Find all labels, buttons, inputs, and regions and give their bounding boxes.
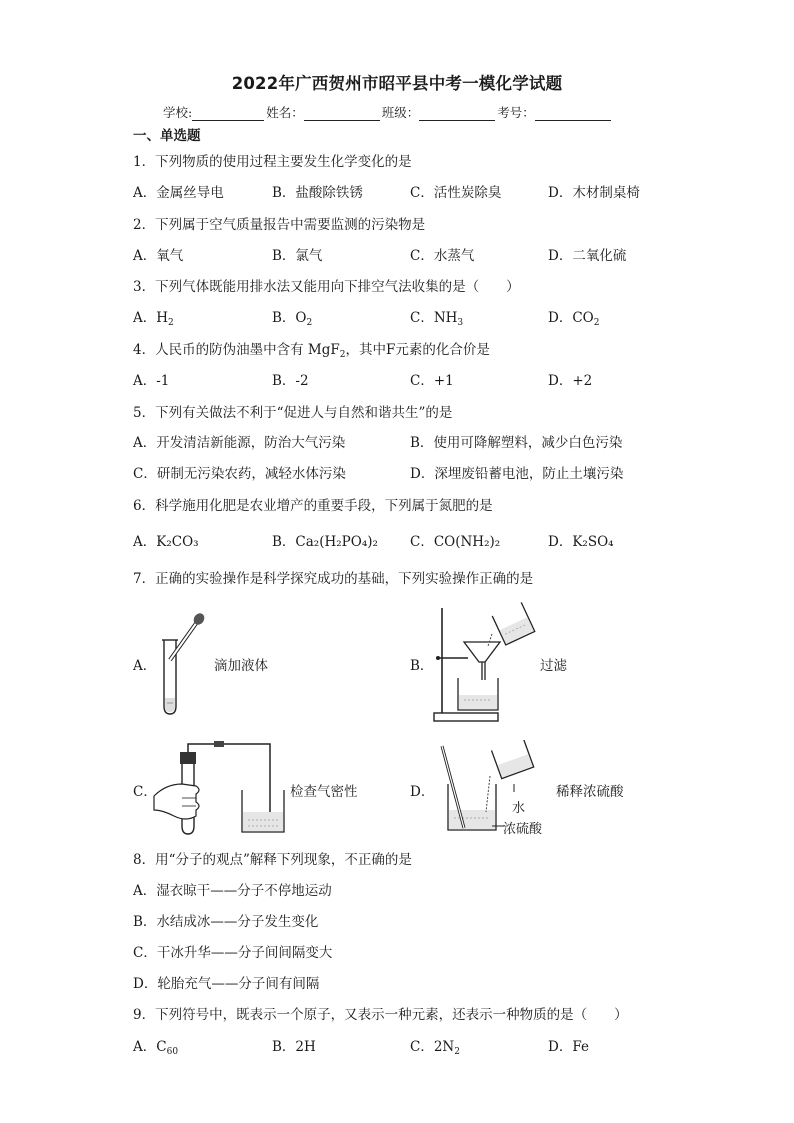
q8-option-d[interactable]: D．轮胎充气——分子间有间隔 xyxy=(133,976,320,992)
q4-option-d[interactable]: D．+2 xyxy=(548,373,593,389)
q8-option-c[interactable]: C．干冰升华——分子间间隔变大 xyxy=(133,945,333,961)
q5-option-b[interactable]: B．使用可降解塑料，减少白色污染 xyxy=(410,435,623,451)
dropper-test-tube-figure xyxy=(150,610,210,720)
q8-option-b[interactable]: B．水结成冰——分子发生变化 xyxy=(133,914,319,930)
q1-option-b[interactable]: B．盐酸除铁锈 xyxy=(272,185,363,201)
question-6-stem: 6．科学施用化肥是农业增产的重要手段，下列属于氮肥的是 xyxy=(133,498,493,514)
page-title: 2022年广西贺州市昭平县中考一模化学试题 xyxy=(231,74,563,93)
q4-option-c[interactable]: C．+1 xyxy=(410,373,454,389)
q5-option-d[interactable]: D．深埋废铅蓄电池，防止土壤污染 xyxy=(410,466,624,482)
q7-d-acid-label: 浓硫酸 xyxy=(503,822,543,837)
q9-option-c[interactable]: C．$2N_2$ xyxy=(410,1039,460,1057)
q7-option-b-letter[interactable]: B． xyxy=(410,658,434,674)
school-blank[interactable] xyxy=(192,108,264,121)
q2-option-c[interactable]: C．水蒸气 xyxy=(410,248,475,264)
q1-option-d[interactable]: D．木材制桌椅 xyxy=(548,185,640,201)
question-9-stem: 9．下列符号中，既表示一个原子，又表示一种元素，还表示一种物质的是（ ） xyxy=(133,1007,628,1023)
section-heading: 一、单选题 xyxy=(133,128,201,144)
q4-option-a[interactable]: A．-1 xyxy=(133,373,170,389)
q4-option-b[interactable]: B．-2 xyxy=(272,373,309,389)
q1-option-a[interactable]: A．金属丝导电 xyxy=(133,185,224,201)
question-3-stem: 3．下列气体既能用排水法又能用向下排空气法收集的是（ ） xyxy=(133,279,520,295)
q2-option-b[interactable]: B．氯气 xyxy=(272,248,323,264)
q9-option-a[interactable]: A．$C_{60}$ xyxy=(133,1039,179,1057)
question-7-stem: 7．正确的实验操作是科学探究成功的基础，下列实验操作正确的是 xyxy=(133,571,534,587)
q7-option-d-letter[interactable]: D． xyxy=(410,784,435,800)
q3-option-d[interactable]: D．$CO_2$ xyxy=(548,310,600,328)
q6-option-b[interactable]: B．Ca₂(H₂PO₄)₂ xyxy=(272,534,378,550)
q6-option-c[interactable]: C．CO(NH₂)₂ xyxy=(410,534,501,550)
q3-option-c[interactable]: C．$NH_3$ xyxy=(410,310,464,328)
q1-option-c[interactable]: C．活性炭除臭 xyxy=(410,185,502,201)
question-4-stem: 4．人民币的防伪油墨中含有 MgF$_2$，其中F元素的化合价是 xyxy=(133,342,490,360)
name-label: 姓名： xyxy=(266,105,304,120)
airtightness-check-figure xyxy=(152,740,287,840)
q7-option-a-label: 滴加液体 xyxy=(214,658,268,674)
q7-option-c-label: 检查气密性 xyxy=(290,784,358,800)
q3-option-a[interactable]: A．$H_2$ xyxy=(133,310,174,328)
q7-option-b-label: 过滤 xyxy=(540,658,567,674)
q2-option-d[interactable]: D．二氧化硫 xyxy=(548,248,627,264)
question-1-stem: 1．下列物质的使用过程主要发生化学变化的是 xyxy=(133,154,412,170)
name-blank[interactable] xyxy=(304,108,380,121)
question-5-stem: 5．下列有关做法不利于“促进人与自然和谐共生”的是 xyxy=(133,405,453,421)
school-label: 学校: xyxy=(163,105,193,120)
q6-option-d[interactable]: D．K₂SO₄ xyxy=(548,534,614,550)
question-2-stem: 2．下列属于空气质量报告中需要监测的污染物是 xyxy=(133,217,426,233)
q6-option-a[interactable]: A．K₂CO₃ xyxy=(133,534,199,550)
q7-option-c-letter[interactable]: C． xyxy=(133,784,157,800)
q8-option-a[interactable]: A．湿衣晾干——分子不停地运动 xyxy=(133,883,332,899)
class-blank[interactable] xyxy=(419,108,495,121)
filtration-figure xyxy=(428,600,538,725)
q5-option-c[interactable]: C．研制无污染农药，减轻水体污染 xyxy=(133,466,346,482)
student-info-row xyxy=(163,103,613,121)
q7-d-water-label: 水 xyxy=(512,801,526,816)
q7-option-a-letter[interactable]: A． xyxy=(133,658,157,674)
q5-option-a[interactable]: A．开发清洁新能源，防治大气污染 xyxy=(133,435,346,451)
q9-option-b[interactable]: B．2H xyxy=(272,1039,316,1055)
exam-no-blank[interactable] xyxy=(535,108,611,121)
q9-option-d[interactable]: D．Fe xyxy=(548,1039,589,1055)
q2-option-a[interactable]: A．氧气 xyxy=(133,248,184,264)
exam-no-label: 考号： xyxy=(497,105,535,120)
question-8-stem: 8．用“分子的观点”解释下列现象，不正确的是 xyxy=(133,852,412,868)
q3-option-b[interactable]: B．$O_2$ xyxy=(272,310,313,328)
class-label: 班级： xyxy=(381,105,420,120)
q7-option-d-label: 稀释浓硫酸 xyxy=(556,784,624,800)
